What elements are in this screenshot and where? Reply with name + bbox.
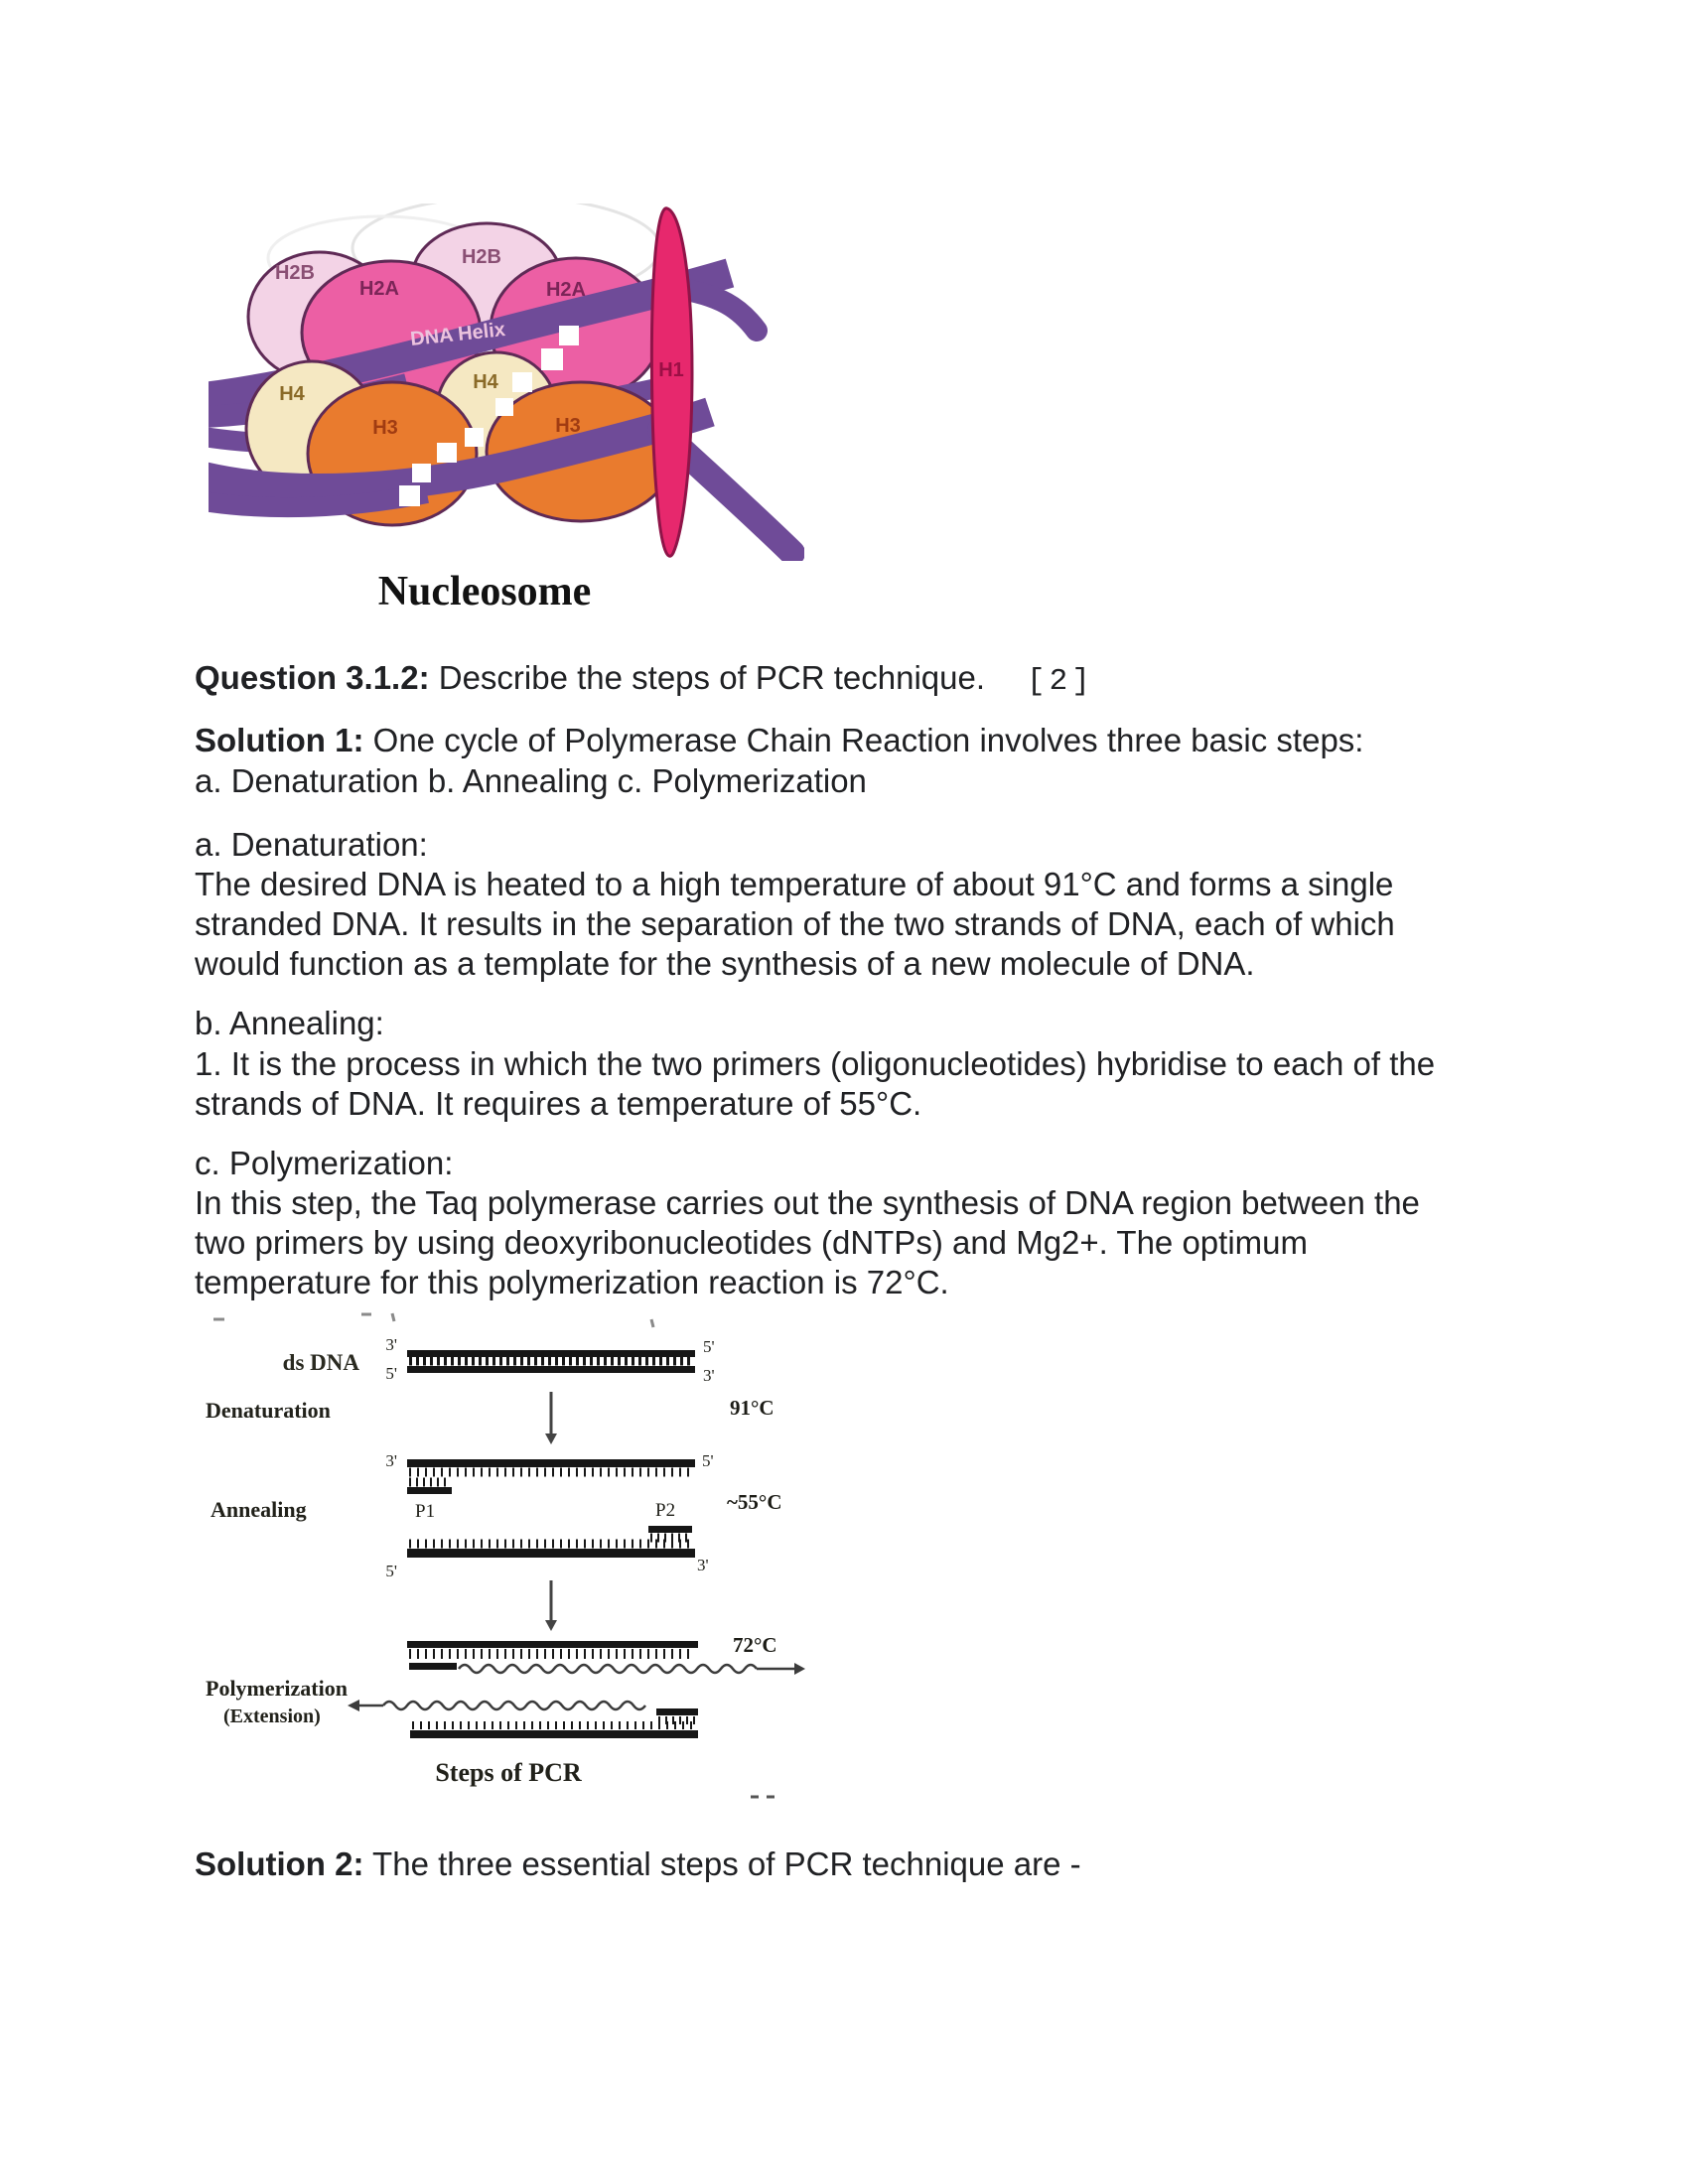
strand2-bar (407, 1549, 695, 1558)
new-strand-wavy-left (383, 1702, 645, 1709)
h4-left-label: H4 (279, 383, 305, 405)
para-b-heading: b. Annealing: (195, 1005, 384, 1041)
strand1-right-5prime: 5' (702, 1451, 714, 1470)
denaturation-label: Denaturation (206, 1398, 331, 1423)
solution2-text: The three essential steps of PCR technique are - (363, 1845, 1081, 1882)
para-b-line-1: 1. It is the process in which the two primers (oligonucleotides) hybridise to each of the (195, 1045, 1436, 1082)
solution1-intro-line (195, 721, 1363, 760)
extension-arrow-right-head (794, 1663, 805, 1675)
solution2-label: Solution 2: (195, 1845, 364, 1882)
h2a-right-label: H2A (545, 279, 587, 301)
para-c-line-2: two primers by using deoxyribonucleotides (dNTPs) and Mg2+. The optimum (195, 1224, 1308, 1261)
strand1-left-3prime: 3' (385, 1451, 397, 1470)
strand2-left-5prime: 5' (385, 1562, 397, 1580)
solution2-line (195, 1844, 1081, 1884)
h2b-left-label: H2B (274, 262, 316, 284)
annealing-label: Annealing (211, 1497, 307, 1522)
nucleosome-caption: Nucleosome (377, 569, 592, 614)
para-c-line-3: temperature for this polymerization reaction is 72°C. (195, 1264, 949, 1300)
solution1-label: Solution 1: (195, 722, 364, 758)
h3-left-label: H3 (372, 417, 398, 439)
arrow-1-head (545, 1433, 557, 1444)
pcr-caption: Steps of PCR (435, 1758, 582, 1787)
para-a-line-3: would function as a template for the synthesis of a new molecule of DNA. (195, 945, 1255, 982)
stray-marks-top (213, 1313, 653, 1327)
question-text: Describe the steps of PCR technique. (429, 659, 986, 696)
question-line (195, 658, 1094, 702)
para-a-line-1: The desired DNA is heated to a high temperature of about 91°C and forms a single (195, 866, 1394, 902)
arrow-2-head (545, 1620, 557, 1631)
solution1-intro: One cycle of Polymerase Chain Reaction involves three basic steps: (363, 722, 1364, 758)
solution1-list-line: a. Denaturation b. Annealing c. Polymerization (195, 762, 867, 799)
h3-right-label: H3 (555, 415, 581, 437)
dna-helix-label: DNA Helix (409, 319, 506, 350)
p2-label: P2 (655, 1500, 676, 1521)
question-marks: [2] (1027, 664, 1094, 699)
pcr-steps-diagram (199, 1310, 834, 1807)
ds-dna-right-5prime: 5' (703, 1337, 715, 1356)
question-label: Question 3.1.2: (195, 659, 430, 696)
para-b-line-2: strands of DNA. It requires a temperature of 55°C. (195, 1085, 922, 1122)
h4-right-label: H4 (473, 371, 498, 393)
p1-primer-bar (407, 1487, 452, 1494)
template2-bar (410, 1730, 698, 1738)
polymerization-label: Polymerization (206, 1676, 348, 1701)
extension-label: (Extension) (223, 1706, 321, 1727)
p1-label: P1 (415, 1501, 436, 1522)
template2-primer (656, 1708, 698, 1715)
ds-dna-left-5prime: 5' (385, 1364, 397, 1383)
new-strand-wavy-right (459, 1665, 757, 1673)
ds-dna-left-3prime: 3' (385, 1335, 397, 1354)
para-a-heading: a. Denaturation: (195, 826, 428, 863)
denaturation-temp: 91°C (730, 1396, 774, 1420)
annealing-temp: ~55°C (727, 1490, 782, 1514)
h2b-right-label: H2B (461, 246, 502, 268)
ds-dna-bottom-strand (407, 1366, 695, 1373)
nucleosome-diagram (209, 204, 804, 561)
ds-dna-label: ds DNA (282, 1350, 359, 1375)
para-c-line-1: In this step, the Taq polymerase carries out the synthesis of DNA region between the (195, 1184, 1420, 1221)
h2a-left-label: H2A (358, 278, 400, 300)
strand2-right-3prime: 3' (697, 1556, 709, 1574)
h1-label: H1 (658, 359, 684, 381)
para-a-line-2: stranded DNA. It results in the separation of the two strands of DNA, each of which (195, 905, 1395, 942)
ds-dna-right-3prime: 3' (703, 1366, 715, 1385)
template1-primer (409, 1663, 457, 1670)
template1-bar (407, 1641, 698, 1648)
p2-primer-bar (648, 1526, 692, 1533)
polymerization-temp: 72°C (733, 1633, 777, 1657)
strand1-bar (407, 1459, 695, 1467)
h1-linker-disc (651, 208, 692, 556)
ds-dna-top-strand (407, 1350, 695, 1357)
para-c-heading: c. Polymerization: (195, 1145, 454, 1181)
